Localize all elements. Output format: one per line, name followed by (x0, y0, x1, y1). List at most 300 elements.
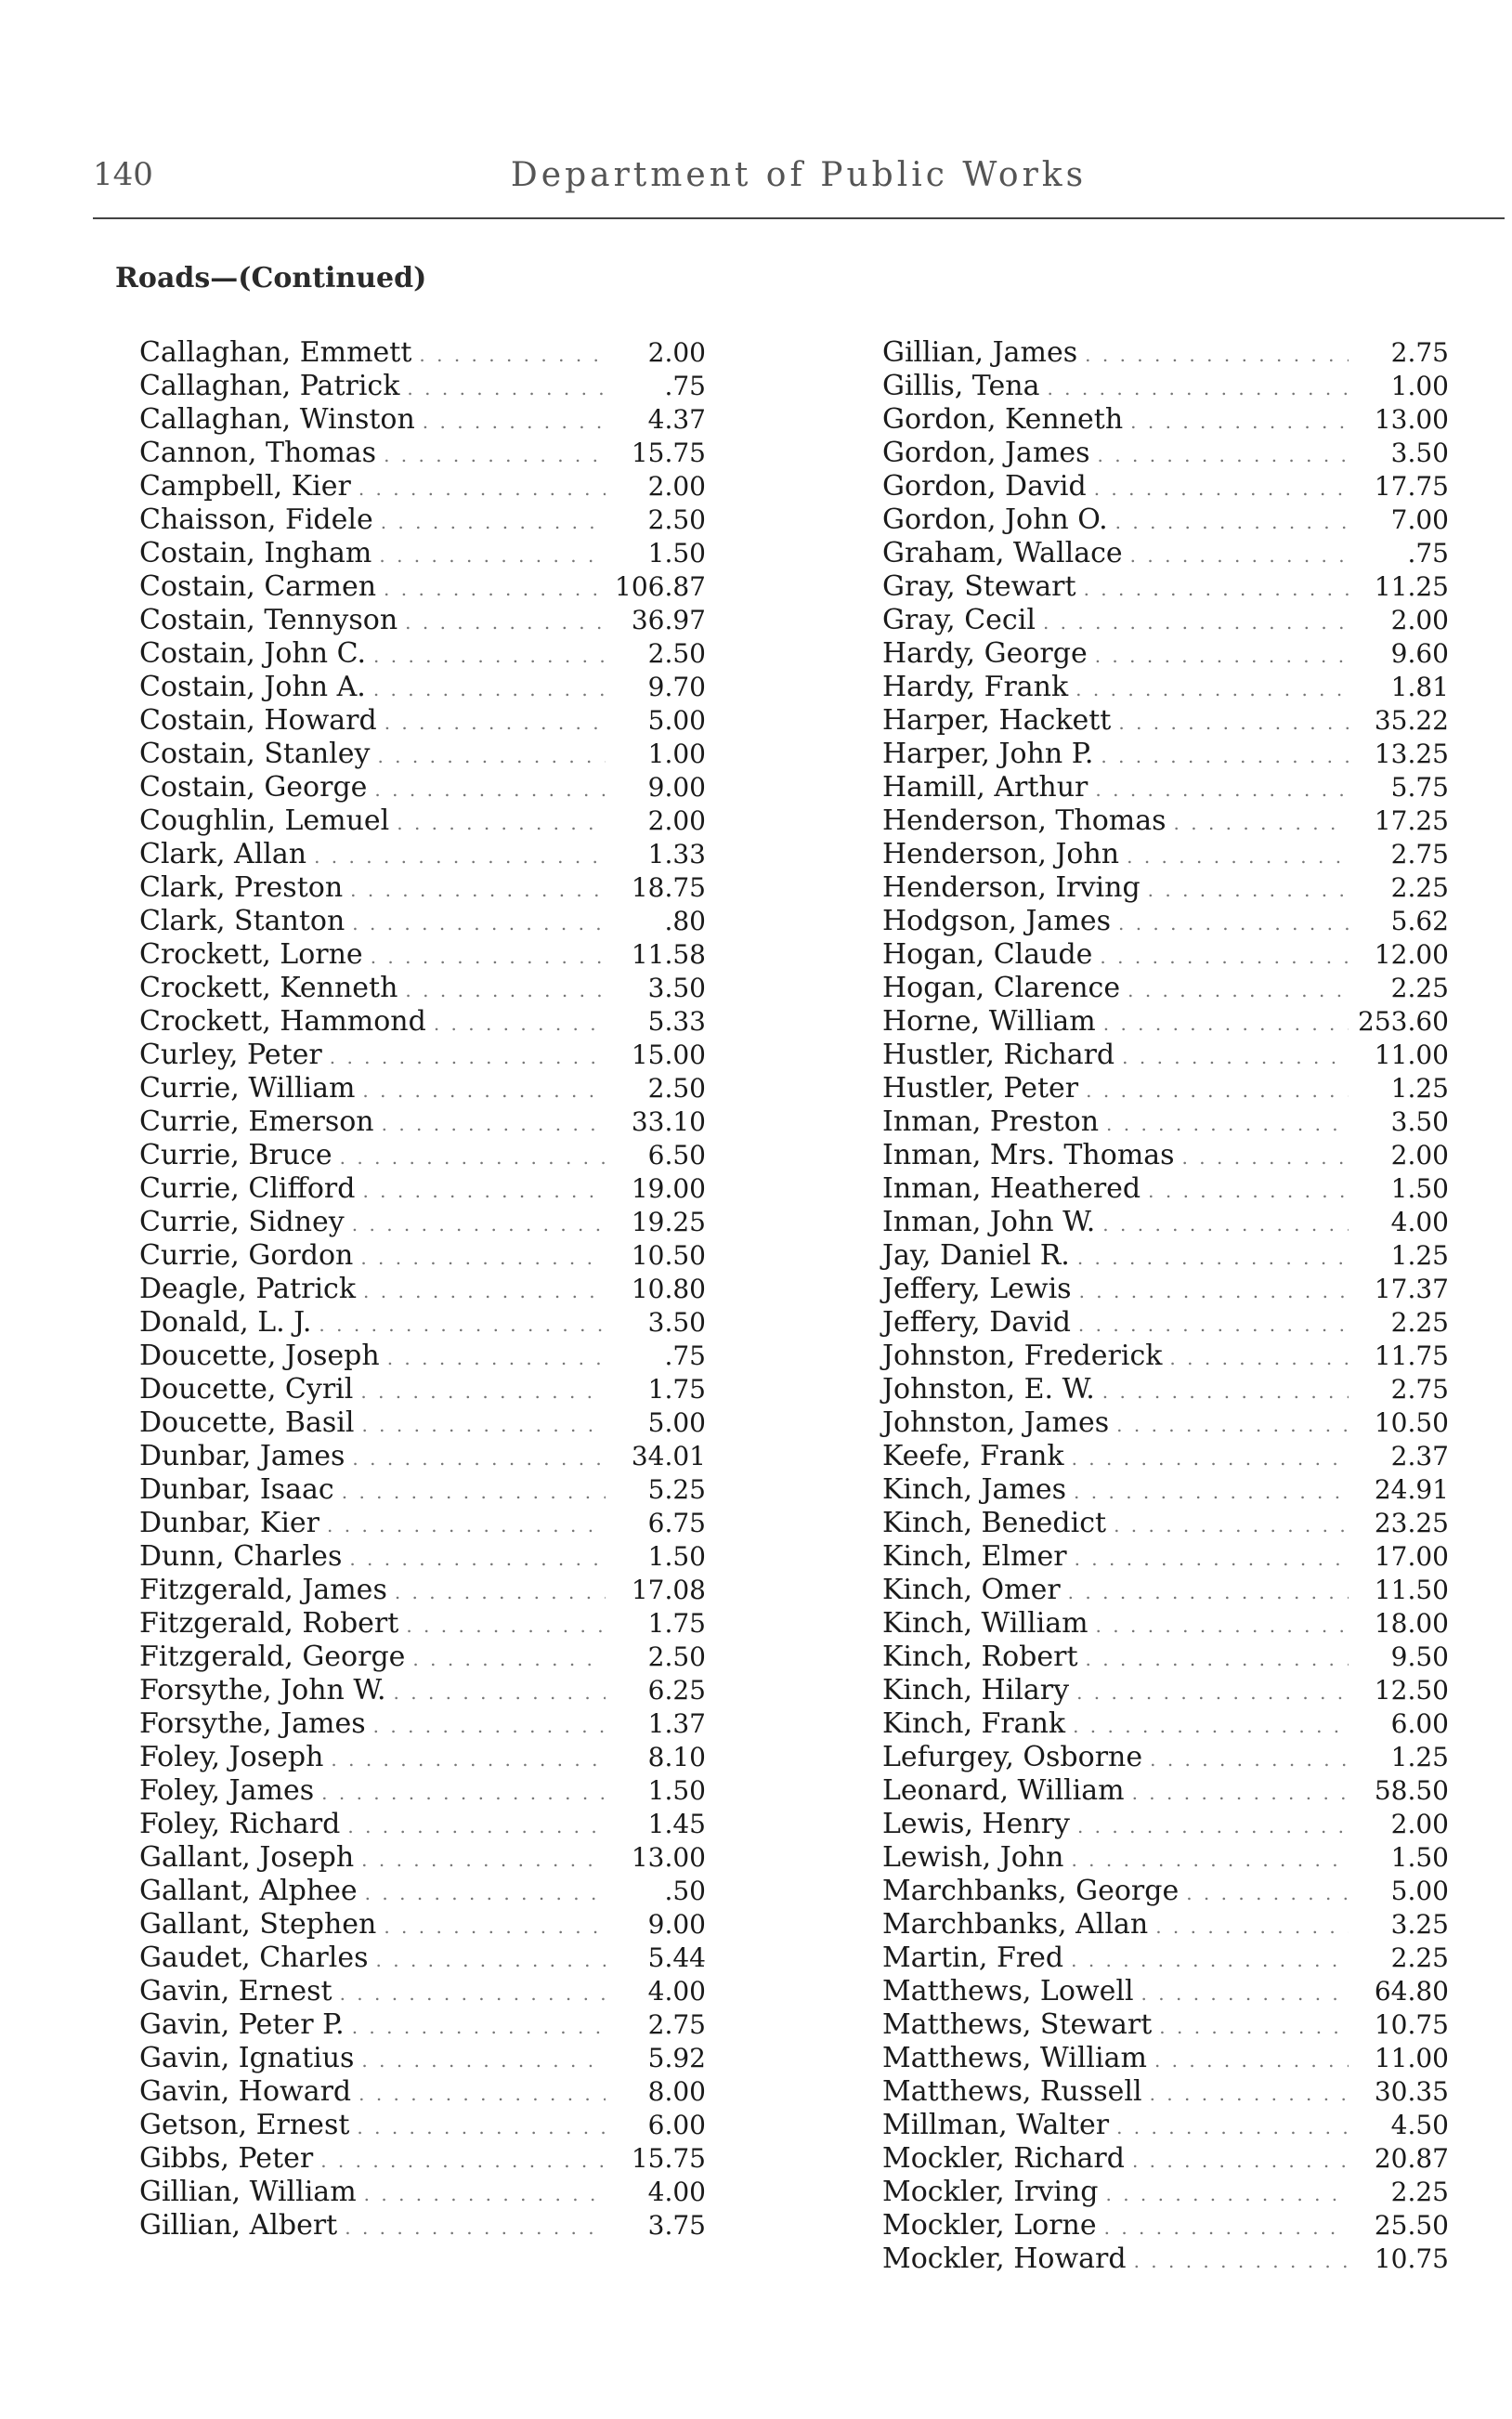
payee-name: Hamill, Arthur (882, 771, 1088, 804)
ledger-row (882, 1105, 1449, 1139)
payee-name: Dunn, Charles (139, 1540, 343, 1573)
dot-leader (384, 438, 606, 472)
payee-name: Currie, Emerson (139, 1105, 374, 1138)
payee-name: Callaghan, Emmett (139, 336, 412, 369)
payee-name: Gillian, Albert (139, 2209, 338, 2242)
ledger-row (882, 771, 1449, 804)
dot-leader (1102, 1375, 1349, 1408)
payee-name: Gallant, Stephen (139, 1908, 377, 1941)
ledger-row (139, 905, 706, 938)
dot-leader (379, 539, 606, 572)
payee-name: Gillis, Tena (882, 370, 1040, 402)
payee-name: Kinch, Hilary (882, 1674, 1070, 1706)
payment-amount: 10.50 (1374, 1407, 1449, 1438)
payee-name: Crockett, Kenneth (139, 972, 398, 1004)
payee-name: Currie, Bruce (139, 1139, 332, 1171)
payment-amount: 11.25 (1374, 571, 1449, 602)
payment-amount: 8.00 (647, 2076, 706, 2107)
page-header (93, 156, 1505, 212)
ledger-row (139, 804, 706, 838)
payee-name: Costain, Howard (139, 704, 377, 737)
payee-name: Hardy, George (882, 637, 1088, 670)
payee-name: Marchbanks, Allan (882, 1908, 1149, 1941)
payee-name: Gallant, Alphee (139, 1875, 358, 1907)
dot-leader (406, 1609, 606, 1642)
payee-name: Martin, Fred (882, 1942, 1064, 1974)
payee-name: Callaghan, Winston (139, 403, 415, 436)
payee-name: Kinch, Benedict (882, 1507, 1107, 1539)
payee-name: Gaudet, Charles (139, 1942, 369, 1974)
payee-name: Kinch, Omer (882, 1574, 1061, 1606)
payment-amount: 1.25 (1390, 1742, 1449, 1772)
payment-amount: 1.75 (647, 1608, 706, 1639)
payment-amount: 3.25 (1390, 1909, 1449, 1940)
dot-leader (1047, 372, 1349, 405)
payment-amount: 9.50 (1390, 1641, 1449, 1672)
dot-leader (340, 1141, 606, 1174)
ledger-row (882, 1975, 1449, 2008)
payee-name: Dunbar, Kier (139, 1507, 320, 1539)
dot-leader (1148, 873, 1349, 907)
payment-amount: 1.37 (647, 1708, 706, 1739)
payment-amount: 1.00 (1390, 371, 1449, 401)
dot-leader (352, 2010, 606, 2044)
dot-leader (397, 806, 606, 840)
payee-name: Gordon, John O. (882, 503, 1108, 536)
payee-name: Currie, Gordon (139, 1239, 354, 1272)
ledger-row (882, 1607, 1449, 1641)
ledger-row (139, 2008, 706, 2042)
ledger-row (139, 604, 706, 637)
payee-name: Inman, John W. (882, 1206, 1096, 1238)
payee-name: Clark, Preston (139, 871, 344, 904)
payee-name: Leonard, William (882, 1774, 1125, 1807)
payment-amount: 2.50 (647, 638, 706, 669)
ledger-row (139, 738, 706, 771)
dot-leader (1106, 2177, 1349, 2211)
ledger-row (882, 804, 1449, 838)
ledger-row (882, 2075, 1449, 2109)
ledger-row (139, 704, 706, 738)
payee-name: Doucette, Joseph (139, 1340, 380, 1372)
payment-amount: 5.92 (647, 2043, 706, 2073)
ledger-row (882, 1306, 1449, 1340)
right-column (882, 336, 1449, 2276)
payee-name: Johnston, E. W. (882, 1373, 1095, 1406)
payee-name: Lewis, Henry (882, 1808, 1070, 1840)
ledger-row (139, 871, 706, 905)
payee-name: Doucette, Cyril (139, 1373, 354, 1406)
payee-name: Clark, Stanton (139, 905, 345, 937)
dot-leader (407, 372, 606, 405)
dot-leader (1077, 1241, 1349, 1275)
dot-leader (1130, 405, 1349, 438)
payment-amount: 5.62 (1390, 906, 1449, 936)
payment-amount: 3.50 (1390, 438, 1449, 468)
dot-leader (1130, 539, 1349, 572)
dot-leader (1127, 974, 1349, 1007)
payment-amount: 2.50 (647, 504, 706, 535)
payment-amount: 3.50 (647, 973, 706, 1003)
payee-name: Mockler, Richard (882, 2142, 1125, 2175)
payee-name: Marchbanks, George (882, 1875, 1180, 1907)
payment-amount: 2.00 (1390, 1809, 1449, 1839)
payee-name: Hardy, Frank (882, 671, 1069, 703)
payment-amount: .75 (664, 371, 706, 401)
payment-amount: 2.75 (1390, 1374, 1449, 1405)
ledger-row (882, 738, 1449, 771)
ledger-row (882, 1172, 1449, 1206)
dot-leader (1150, 1743, 1349, 1776)
payee-name: Donald, L. J. (139, 1306, 312, 1339)
payment-amount: 2.25 (1390, 872, 1449, 903)
payee-name: Forsythe, John W. (139, 1674, 386, 1706)
dot-leader (330, 1040, 606, 1074)
ledger-row (882, 1774, 1449, 1808)
payment-amount: 1.50 (1390, 1842, 1449, 1873)
ledger-row (139, 2109, 706, 2142)
dot-leader (320, 2144, 606, 2177)
payee-name: Gillian, William (139, 2176, 357, 2208)
payment-amount: 1.25 (1390, 1240, 1449, 1271)
payee-name: Currie, William (139, 1072, 356, 1105)
ledger-row (139, 503, 706, 537)
ledger-row (882, 336, 1449, 370)
ledger-row (882, 1507, 1449, 1540)
ledger-row (882, 1039, 1449, 1072)
dot-leader (357, 2111, 606, 2144)
ledger-row (139, 1406, 706, 1440)
payee-name: Gavin, Peter P. (139, 2008, 345, 2041)
payee-name: Gordon, David (882, 470, 1087, 503)
payment-amount: 1.50 (647, 1775, 706, 1806)
payment-amount: 10.75 (1374, 2243, 1449, 2274)
payee-name: Hogan, Claude (882, 938, 1093, 971)
ledger-row (139, 1875, 706, 1908)
dot-leader (395, 1576, 606, 1609)
dot-leader (345, 2211, 606, 2244)
dot-leader (1075, 1542, 1349, 1576)
payment-amount: 2.00 (647, 337, 706, 368)
ledger-row (139, 1674, 706, 1707)
ledger-row (882, 2109, 1449, 2142)
dot-leader (1043, 606, 1349, 639)
payment-amount: 30.35 (1374, 2076, 1449, 2107)
ledger-row (882, 1908, 1449, 1942)
ledger-row (139, 2209, 706, 2242)
dot-leader (363, 1275, 606, 1308)
dot-leader (1141, 1977, 1349, 2010)
payee-name: Harper, Hackett (882, 704, 1112, 737)
payee-name: Horne, William (882, 1005, 1096, 1038)
dot-leader (362, 1174, 606, 1208)
ledger-row (139, 1273, 706, 1306)
payment-amount: 36.97 (631, 605, 706, 635)
dot-leader (1071, 1943, 1349, 1977)
payee-name: Hustler, Peter (882, 1072, 1079, 1105)
payee-name: Johnston, James (882, 1406, 1110, 1439)
payee-name: Inman, Heathered (882, 1172, 1141, 1205)
ledger-row (882, 1574, 1449, 1607)
dot-leader (1079, 1275, 1349, 1308)
payee-name: Inman, Preston (882, 1105, 1100, 1138)
dot-leader (1096, 1609, 1349, 1642)
payment-amount: 5.00 (647, 1407, 706, 1438)
ledger-row (882, 2008, 1449, 2042)
payment-amount: 2.00 (647, 805, 706, 836)
payment-amount: 1.50 (647, 538, 706, 569)
payment-amount: 2.00 (647, 471, 706, 502)
ledger-row (139, 1540, 706, 1574)
payee-name: Fitzgerald, Robert (139, 1607, 399, 1640)
dot-leader (327, 1509, 606, 1542)
ledger-row (882, 2142, 1449, 2176)
ledger-row (882, 470, 1449, 503)
dot-leader (1072, 1442, 1349, 1475)
payment-amount: 2.50 (647, 1641, 706, 1672)
payee-name: Dunbar, Isaac (139, 1473, 334, 1506)
dot-leader (1074, 1475, 1349, 1509)
ledger-row (882, 437, 1449, 470)
payment-amount: 10.75 (1374, 2009, 1449, 2040)
ledger-row (882, 704, 1449, 738)
payment-amount: 17.08 (631, 1575, 706, 1605)
ledger-row (882, 1440, 1449, 1473)
payee-name: Matthews, Russell (882, 2075, 1142, 2108)
dot-leader (350, 873, 606, 907)
ledger-row (882, 1139, 1449, 1172)
payee-name: Deagle, Patrick (139, 1273, 357, 1305)
ledger-row (139, 1473, 706, 1507)
payment-amount: 2.50 (647, 1073, 706, 1104)
dot-leader (352, 907, 606, 940)
payment-amount: 18.75 (631, 872, 706, 903)
dot-leader (1132, 1776, 1349, 1810)
payment-amount: 33.10 (631, 1106, 706, 1137)
ledger-row (882, 1540, 1449, 1574)
payee-name: Millman, Walter (882, 2109, 1110, 2141)
dot-leader (352, 1208, 606, 1241)
dot-leader (381, 505, 606, 539)
dot-leader (382, 1107, 606, 1141)
ledger-row (882, 570, 1449, 604)
payment-amount: 2.00 (1390, 1140, 1449, 1170)
payment-amount: 19.25 (631, 1207, 706, 1237)
ledger-row (139, 1306, 706, 1340)
payment-amount: 2.25 (1390, 1307, 1449, 1338)
payment-amount: 3.50 (1390, 1106, 1449, 1137)
payee-name: Mockler, Irving (882, 2176, 1099, 2208)
ledger-row (139, 570, 706, 604)
dot-leader (1077, 1810, 1349, 1843)
payment-amount: 13.25 (1374, 739, 1449, 769)
payment-amount: 1.33 (647, 839, 706, 870)
dot-leader (1098, 438, 1349, 472)
dot-leader (340, 1977, 606, 2010)
dot-leader (376, 1943, 606, 1977)
ledger-row (882, 871, 1449, 905)
dot-leader (1116, 1408, 1349, 1442)
payment-amount: 18.00 (1374, 1608, 1449, 1639)
ledger-row (139, 437, 706, 470)
payee-name: Jeffery, Lewis (882, 1273, 1072, 1305)
ledger-row (139, 1607, 706, 1641)
dot-leader (1159, 2010, 1349, 2044)
ledger-row (882, 2042, 1449, 2075)
dot-leader (1084, 572, 1349, 606)
payee-name: Doucette, Basil (139, 1406, 355, 1439)
ledger-row (882, 637, 1449, 671)
ledger-row (882, 2242, 1449, 2276)
payment-amount: 9.70 (647, 672, 706, 702)
payee-name: Keefe, Frank (882, 1440, 1064, 1472)
payee-name: Callaghan, Patrick (139, 370, 400, 402)
dot-leader (1132, 2144, 1349, 2177)
dot-leader (394, 1676, 606, 1709)
dot-leader (364, 2177, 606, 2211)
ledger-row (139, 2176, 706, 2209)
payee-name: Gray, Cecil (882, 604, 1036, 636)
payee-name: Gavin, Howard (139, 2075, 352, 2108)
payee-name: Hodgson, James (882, 905, 1111, 937)
payment-amount: 5.75 (1390, 772, 1449, 803)
ledger-row (882, 537, 1449, 570)
dot-leader (373, 673, 606, 706)
dot-leader (384, 572, 606, 606)
payment-amount: 25.50 (1374, 2210, 1449, 2241)
dot-leader (360, 1241, 606, 1275)
dot-leader (1086, 1642, 1349, 1676)
page-number: 140 (93, 156, 153, 193)
payment-amount: 1.25 (1390, 1073, 1449, 1104)
dot-leader (1073, 1709, 1349, 1743)
payee-name: Gillian, James (882, 336, 1078, 369)
ledger-row (139, 1641, 706, 1674)
ledger-row (139, 1005, 706, 1039)
ledger-row (139, 1072, 706, 1105)
payment-amount: 64.80 (1374, 1976, 1449, 2007)
payment-amount: 2.75 (1390, 337, 1449, 368)
payee-name: Fitzgerald, James (139, 1574, 387, 1606)
payment-amount: 9.00 (647, 772, 706, 803)
ledger-row (139, 938, 706, 972)
ledger-row (139, 336, 706, 370)
ledger-row (882, 1942, 1449, 1975)
dot-leader (1134, 2244, 1349, 2278)
dot-leader (1068, 1576, 1349, 1609)
dot-leader (362, 1074, 606, 1107)
payee-name: Mockler, Lorne (882, 2209, 1097, 2242)
ledger-row (139, 2142, 706, 2176)
payment-amount: 15.75 (631, 438, 706, 468)
ledger-row (139, 1942, 706, 1975)
payment-amount: 11.00 (1374, 1040, 1449, 1070)
payment-amount: 9.00 (647, 1909, 706, 1940)
payment-amount: 2.75 (1390, 839, 1449, 870)
payment-amount: .50 (664, 1876, 706, 1906)
payment-amount: 58.50 (1374, 1775, 1449, 1806)
ledger-row (882, 1373, 1449, 1406)
ledger-row (882, 1841, 1449, 1875)
payment-amount: 6.00 (1390, 1708, 1449, 1739)
payee-name: Mockler, Howard (882, 2242, 1127, 2275)
payee-name: Curley, Peter (139, 1039, 322, 1071)
ledger-row (139, 1440, 706, 1473)
dot-leader (371, 940, 606, 974)
ledger-row (882, 905, 1449, 938)
payee-name: Matthews, Lowell (882, 1975, 1134, 2007)
ledger-row (882, 403, 1449, 437)
ledger-row (139, 1808, 706, 1841)
left-column (139, 336, 706, 2242)
payee-name: Matthews, Stewart (882, 2008, 1153, 2041)
dot-leader (1101, 739, 1349, 773)
payee-name: Henderson, John (882, 838, 1120, 870)
dot-leader (1106, 1107, 1349, 1141)
ledger-row (882, 1808, 1449, 1841)
payee-name: Matthews, William (882, 2042, 1147, 2074)
ledger-row (139, 838, 706, 871)
payee-name: Forsythe, James (139, 1707, 366, 1740)
ledger-row (139, 1507, 706, 1540)
section-title: Roads—(Continued) (115, 262, 427, 294)
ledger-row (139, 1139, 706, 1172)
dot-leader (405, 974, 606, 1007)
payee-name: Costain, John C. (139, 637, 367, 670)
dot-leader (349, 1542, 606, 1576)
payment-amount: 2.37 (1390, 1441, 1449, 1471)
payment-amount: 13.00 (1374, 404, 1449, 435)
ledger-row (139, 1908, 706, 1942)
payment-amount: 10.80 (631, 1274, 706, 1304)
dot-leader (1103, 1007, 1349, 1040)
payment-amount: 1.50 (1390, 1173, 1449, 1204)
dot-leader (1182, 1141, 1349, 1174)
payee-name: Gallant, Joseph (139, 1841, 355, 1874)
payment-amount: 17.75 (1374, 471, 1449, 502)
payment-amount: 3.50 (647, 1307, 706, 1338)
dot-leader (1154, 2044, 1349, 2077)
payee-name: Gordon, James (882, 437, 1090, 469)
dot-leader (1148, 1174, 1349, 1208)
payee-name: Costain, Stanley (139, 738, 371, 770)
payment-amount: 1.75 (647, 1374, 706, 1405)
payee-name: Hustler, Richard (882, 1039, 1115, 1071)
payment-amount: 1.50 (647, 1541, 706, 1572)
dot-leader (1075, 673, 1349, 706)
payee-name: Gavin, Ignatius (139, 2042, 355, 2074)
payee-name: Kinch, Frank (882, 1707, 1066, 1740)
payment-amount: 1.81 (1390, 672, 1449, 702)
dot-leader (1095, 639, 1349, 673)
ledger-row (139, 1975, 706, 2008)
dot-leader (321, 1776, 606, 1810)
ledger-row (882, 1406, 1449, 1440)
payee-name: Kinch, William (882, 1607, 1088, 1640)
dot-leader (1094, 472, 1349, 505)
ledger-row (139, 2075, 706, 2109)
dot-leader (361, 1408, 606, 1442)
payee-name: Campbell, Kier (139, 470, 351, 503)
payee-name: Currie, Clifford (139, 1172, 356, 1205)
payee-name: Graham, Wallace (882, 537, 1123, 569)
payee-name: Getson, Ernest (139, 2109, 350, 2141)
dot-leader (434, 1007, 606, 1040)
payment-amount: 7.00 (1390, 504, 1449, 535)
dot-leader (360, 1375, 606, 1408)
payee-name: Inman, Mrs. Thomas (882, 1139, 1175, 1171)
dot-leader (1150, 2077, 1349, 2111)
